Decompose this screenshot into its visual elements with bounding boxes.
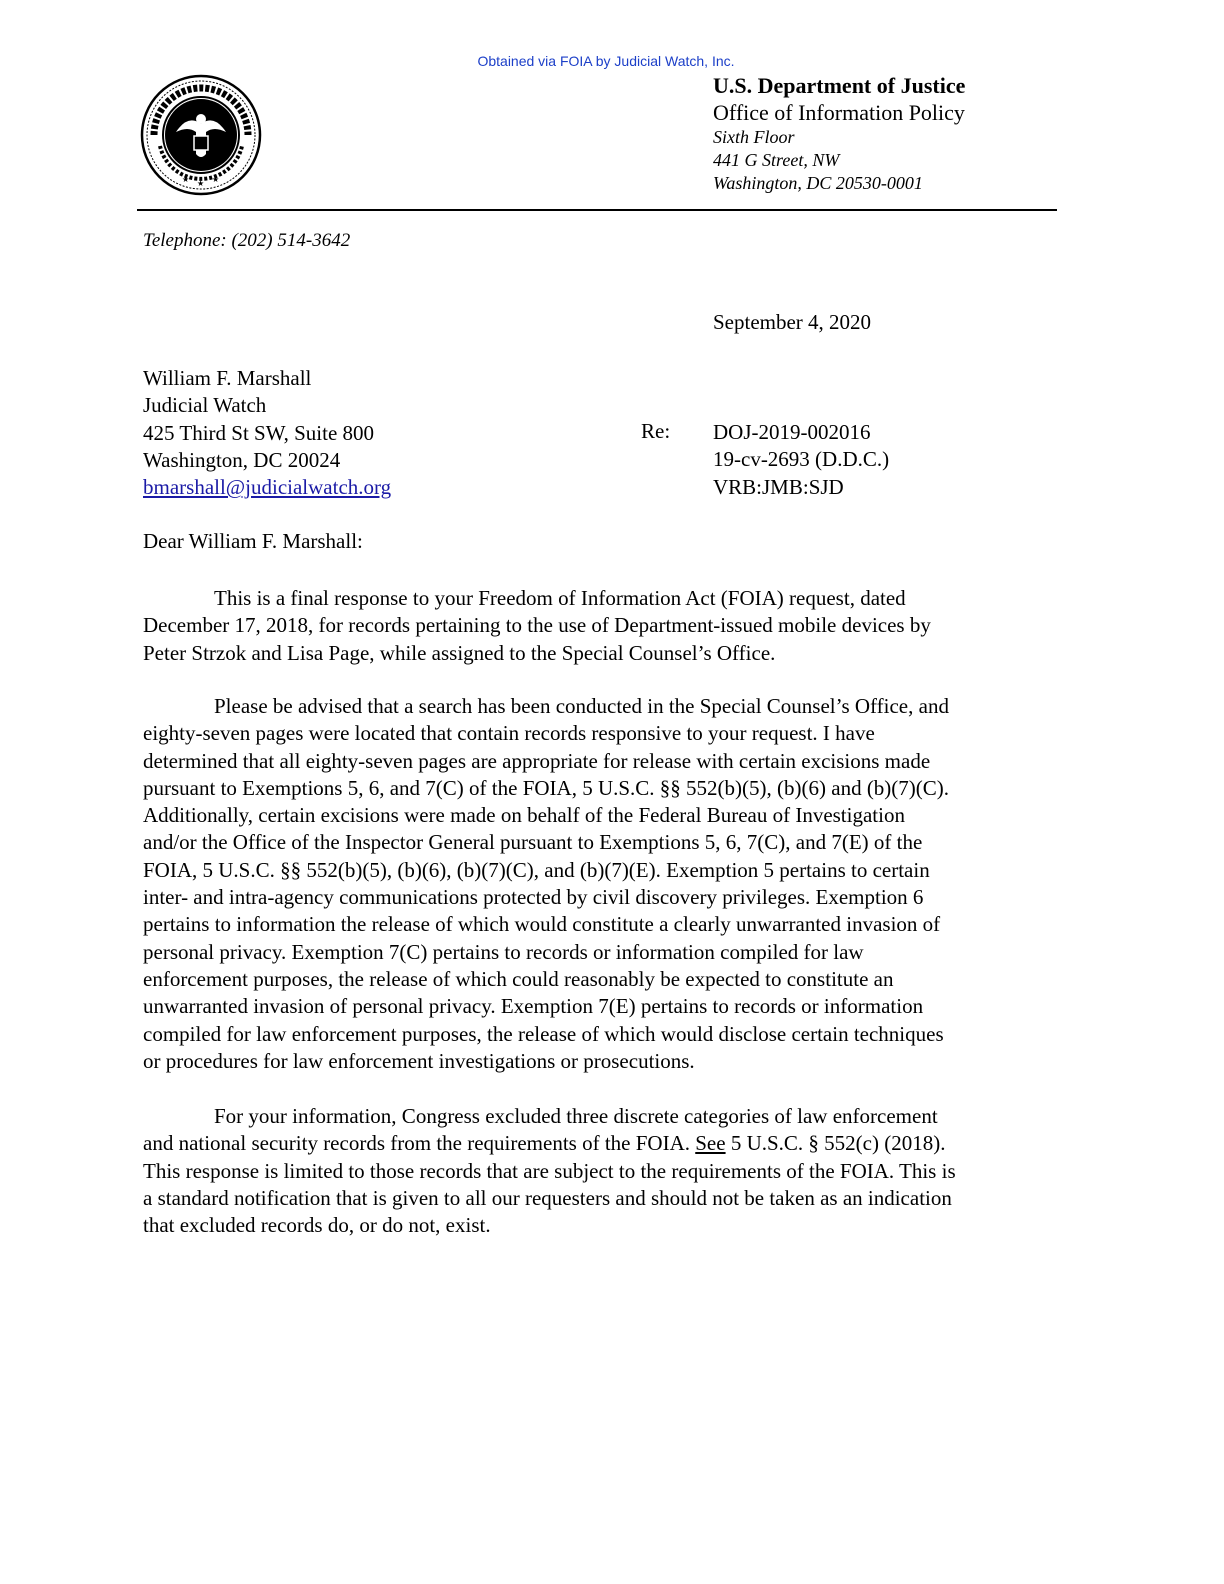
office-floor: Sixth Floor xyxy=(713,127,795,147)
paragraph-line: This is a final response to your Freedom of Information Act (FOIA) request, dated xyxy=(214,586,906,610)
svg-text:★: ★ xyxy=(197,179,205,188)
svg-text:★: ★ xyxy=(212,175,220,184)
paragraph-line: or procedures for law enforcement investigations or prosecutions. xyxy=(143,1048,695,1073)
text-run: and national security records from the requirements of the FOIA. xyxy=(143,1131,696,1156)
re-label: Re: xyxy=(641,419,671,443)
recipient-city: Washington, DC 20024 xyxy=(143,447,341,472)
see-citation: See xyxy=(695,1131,726,1156)
paragraph-line: a standard notification that is given to all our requesters and should not be taken as an indication xyxy=(143,1185,952,1210)
paragraph-3 xyxy=(143,1103,1073,1239)
paragraph-line: personal privacy. Exemption 7(C) pertains to records or information compiled for law xyxy=(143,939,864,964)
paragraph-line: compiled for law enforcement purposes, the release of which would disclose certain techniques xyxy=(143,1021,944,1046)
paragraph-line: Peter Strzok and Lisa Page, while assigned to the Special Counsel’s Office. xyxy=(143,640,776,665)
doj-seal-icon xyxy=(140,74,262,196)
paragraph-2 xyxy=(143,693,1073,1075)
paragraph-line: that excluded records do, or do not, exist. xyxy=(143,1213,491,1238)
svg-text:★: ★ xyxy=(182,175,190,184)
paragraph-line xyxy=(143,1130,1073,1157)
paragraph-line: Please be advised that a search has been conducted in the Special Counsel’s Office, and xyxy=(214,694,949,718)
paragraph-line: inter- and intra-agency communications protected by civil discovery privileges. Exemption 6 xyxy=(143,885,924,910)
recipient-email-link[interactable]: bmarshall@judicialwatch.org xyxy=(143,475,392,500)
case-number: 19-cv-2693 (D.D.C.) xyxy=(713,447,890,472)
telephone: Telephone: (202) 514-3642 xyxy=(143,230,351,251)
paragraph-line: December 17, 2018, for records pertaining to the use of Department-issued mobile devices by xyxy=(143,613,931,638)
paragraph-line: Additionally, certain excisions were made on behalf of the Federal Bureau of Investigation xyxy=(143,803,905,828)
letterhead xyxy=(713,72,965,195)
recipient-address xyxy=(143,365,391,501)
paragraph-line: pertains to information the release of which would constitute a clearly unwarranted invasion of xyxy=(143,912,941,937)
text-run: 5 U.S.C. § 552(c) (2018). xyxy=(725,1131,946,1156)
reference-initials: VRB:JMB:SJD xyxy=(713,474,844,499)
salutation: Dear William F. Marshall: xyxy=(143,529,363,553)
office-name: Office of Information Policy xyxy=(713,100,965,125)
paragraph-line: For your information, Congress excluded three discrete categories of law enforcement xyxy=(214,1104,938,1128)
paragraph-line: determined that all eighty-seven pages are appropriate for release with certain excisions made xyxy=(143,748,931,773)
paragraph-1 xyxy=(143,585,1073,667)
paragraph-line: eighty-seven pages were located that contain records responsive to your request. I have xyxy=(143,721,875,746)
office-city: Washington, DC 20530-0001 xyxy=(713,173,923,193)
recipient-org: Judicial Watch xyxy=(143,393,267,418)
request-number: DOJ-2019-002016 xyxy=(713,420,871,444)
paragraph-line: enforcement purposes, the release of which could reasonably be expected to constitute an xyxy=(143,966,894,991)
paragraph-line: pursuant to Exemptions 5, 6, and 7(C) of the FOIA, 5 U.S.C. §§ 552(b)(5), (b)(6) and (b)(7)(C). xyxy=(143,775,950,800)
department-name: U.S. Department of Justice xyxy=(713,73,966,98)
office-street: 441 G Street, NW xyxy=(713,150,840,170)
paragraph-line: and/or the Office of the Inspector General pursuant to Exemptions 5, 6, 7(C), and 7(E) of the xyxy=(143,830,923,855)
paragraph-line: FOIA, 5 U.S.C. §§ 552(b)(5), (b)(6), (b)(7)(C), and (b)(7)(E). Exemption 5 pertains to certain xyxy=(143,857,930,882)
recipient-street: 425 Third St SW, Suite 800 xyxy=(143,420,375,445)
foia-watermark: Obtained via FOIA by Judicial Watch, Inc. xyxy=(477,53,735,69)
reference-block xyxy=(713,419,889,501)
paragraph-line: unwarranted invasion of personal privacy. Exemption 7(E) pertains to records or information xyxy=(143,994,924,1019)
recipient-name: William F. Marshall xyxy=(143,366,312,390)
paragraph-line: This response is limited to those records that are subject to the requirements of the FOIA. This is xyxy=(143,1158,956,1183)
letterhead-divider xyxy=(137,209,1057,211)
letter-date: September 4, 2020 xyxy=(713,310,872,334)
